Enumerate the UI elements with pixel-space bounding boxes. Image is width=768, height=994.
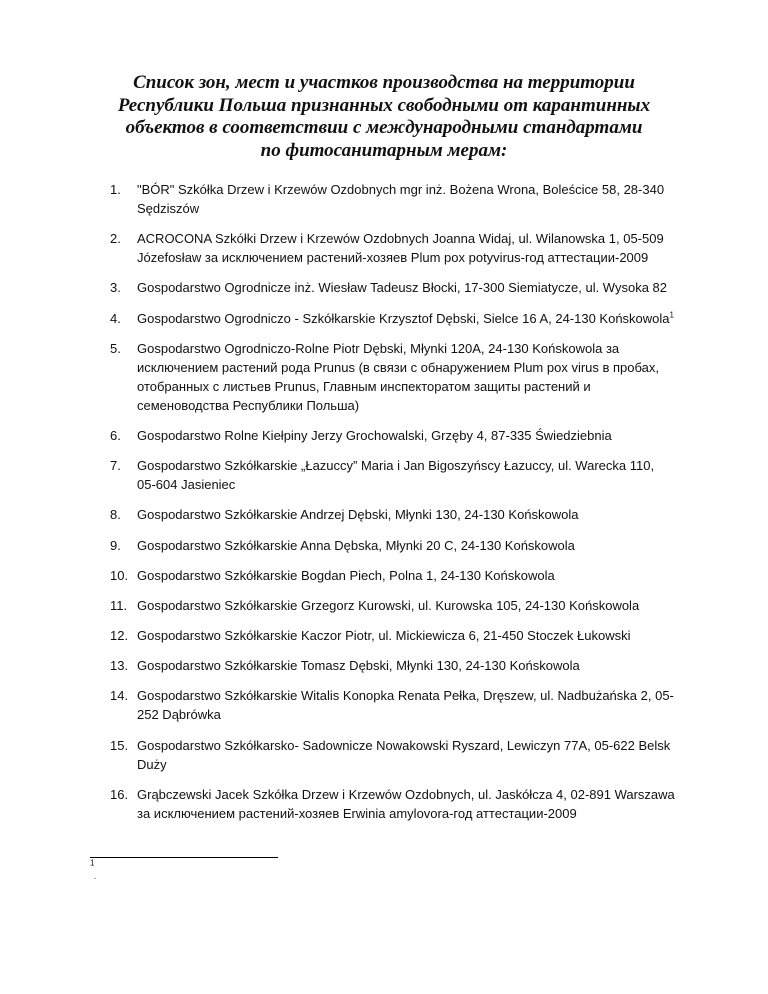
list-item-text: Gospodarstwo Szkółkarskie Bogdan Piech, Polna 1, 24-130 Końskowola — [137, 567, 555, 583]
list-item-number: 2. — [110, 231, 121, 247]
list-item-text: Gospodarstwo Ogrodniczo-Rolne Piotr Dębski, Młynki 120A, 24-130 Końskowola за исключением растений рода Prunus (в связи с обнаружением Plum pox virus в пробах, отобранных с листьев Prunus, Главным инспекторатом защиты растений и семеноводства Республики Польша) — [137, 340, 660, 413]
list-item-number: 8. — [110, 507, 121, 523]
list-item-text: Gospodarstwo Ogrodnicze inż. Wiesław Tadeusz Błocki, 17-300 Siemiatycze, ul. Wysoka 82 — [137, 280, 667, 296]
list-item-number: 10. — [110, 567, 129, 583]
list-item — [0, 426, 768, 445]
list-item-number: 4. — [110, 310, 121, 326]
list-item-text: Gospodarstwo Szkółkarskie Kaczor Piotr, ul. Mickiewicza 6, 21-450 Stoczek Łukowski — [137, 628, 631, 644]
list-item-number: 1. — [110, 182, 121, 197]
list-item-text: Gospodarstwo Szkółkarskie Andrzej Dębski, Młynki 130, 24-130 Końskowola — [137, 507, 579, 523]
list-item — [0, 686, 768, 724]
producer-list — [0, 180, 768, 834]
list-item-text: Gospodarstwo Szkółkarskie Grzegorz Kurowski, ul. Kurowska 105, 24-130 Końskowola — [137, 597, 640, 613]
list-item-text: Gospodarstwo Szkółkarskie Tomasz Dębski, Młynki 130, 24-130 Końskowola — [137, 658, 580, 674]
list-item-number: 5. — [110, 340, 121, 356]
list-item — [0, 229, 768, 267]
list-item — [0, 566, 768, 585]
list-item-text: Gospodarstwo Szkółkarsko- Sadownicze Nowakowski Ryszard, Lewiczyn 77A, 05-622 Belsk Duży — [137, 737, 671, 772]
list-item-number: 16. — [110, 786, 129, 802]
list-item-text: Gospodarstwo Ogrodniczo - Szkółkarskie Krzysztof Dębski, Sielce 16 A, 24-130 Końskowola — [137, 310, 670, 326]
list-item — [0, 536, 768, 555]
list-item-text: ACROCONA Szkółki Drzew i Krzewów Ozdobnych Joanna Widaj, ul. Wilanowska 1, 05-509 Józefosław за исключением растений-хозяев Plum pox potyvirus-год аттестации-2009 — [137, 231, 664, 266]
list-item — [0, 736, 768, 774]
list-item-number: 15. — [110, 737, 129, 753]
list-item-number: 11. — [110, 597, 128, 613]
list-item-number: 13. — [110, 658, 129, 674]
list-item — [0, 339, 768, 415]
footnote-mark: 1 — [90, 858, 95, 868]
footnote — [90, 858, 97, 882]
list-item-text: "BÓR" Szkółka Drzew i Krzewów Ozdobnych mgr inż. Bożena Wrona, Boleścice 58, 28-340 Sędziszów — [137, 182, 665, 216]
list-item — [0, 785, 768, 823]
list-item — [0, 626, 768, 645]
list-item — [0, 180, 768, 218]
footnote-text: . — [94, 872, 97, 881]
footnote-divider — [90, 857, 278, 858]
list-item-number: 14. — [110, 688, 129, 704]
list-item-text: Gospodarstwo Szkółkarskie „Łazuccy” Maria i Jan Bigoszyńscy Łazuccy, ul. Warecka 110, 05-604 Jasieniec — [137, 458, 655, 493]
list-item-text: Gospodarstwo Rolne Kiełpiny Jerzy Grochowalski, Grzęby 4, 87-335 Świedziebnia — [137, 427, 612, 443]
list-item — [0, 278, 768, 297]
list-item-text: Gospodarstwo Szkółkarskie Witalis Konopka Renata Pełka, Dręszew, ul. Nadbużańska 2, 05-252 Dąbrówka — [137, 688, 674, 723]
list-item — [0, 505, 768, 524]
list-item-text: Gospodarstwo Szkółkarskie Anna Dębska, Młynki 20 C, 24-130 Końskowola — [137, 537, 575, 553]
list-item-number: 6. — [110, 427, 121, 443]
footnote-reference[interactable]: 1 — [669, 310, 674, 320]
list-item-text: Grąbczewski Jacek Szkółka Drzew i Krzewów Ozdobnych, ul. Jaskółcza 4, 02-891 Warszawa за исключением растений-хозяев Erwinia amylovora-год аттестации-2009 — [137, 786, 675, 821]
list-item-number: 9. — [110, 537, 121, 553]
list-item — [0, 656, 768, 675]
list-item-number: 7. — [110, 458, 121, 474]
list-item-number: 12. — [110, 628, 129, 644]
list-item — [0, 456, 768, 494]
document-title: Список зон, мест и участков производства на территории Республики Польша признанных свободными от карантинных объектов в соответствии с международными стандартами по фитосанитарным мерам: — [117, 72, 651, 161]
list-item — [0, 309, 768, 328]
list-item-number: 3. — [110, 280, 121, 296]
list-item — [0, 596, 768, 615]
